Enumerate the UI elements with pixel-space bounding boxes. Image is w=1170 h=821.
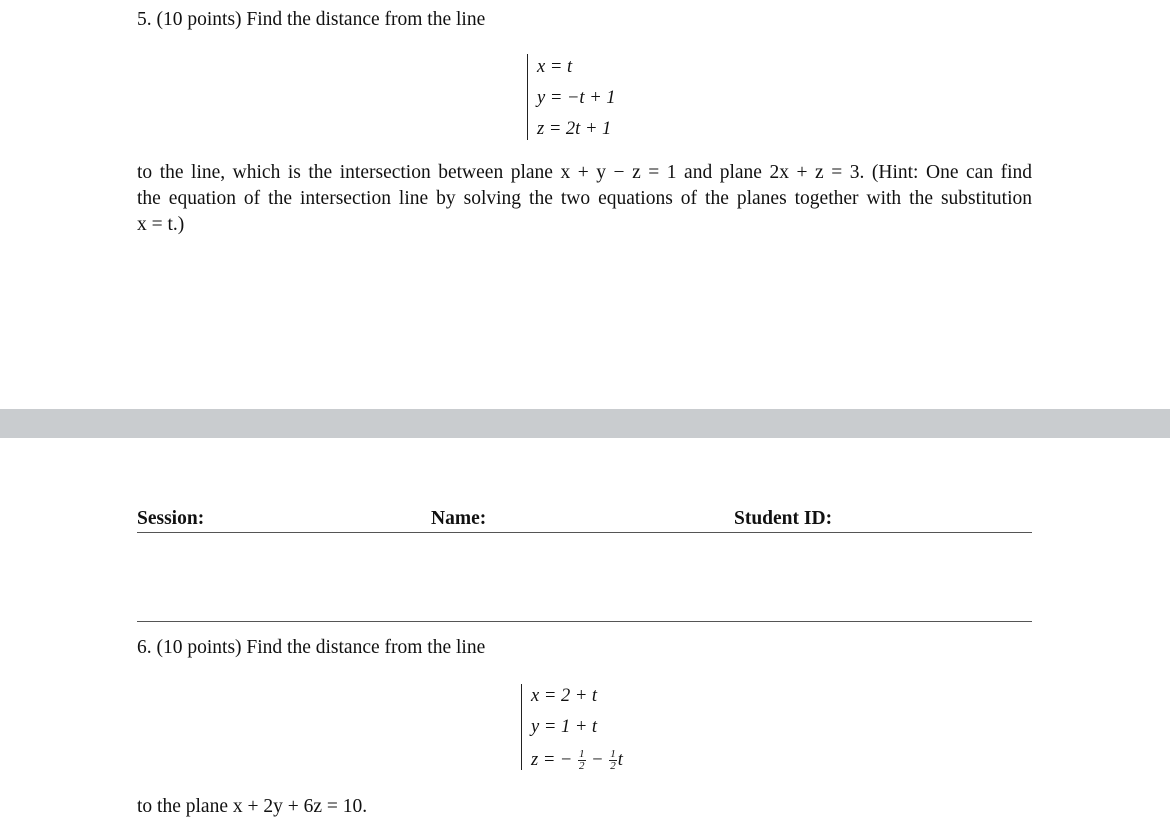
page-divider [0, 409, 1170, 438]
q5-text-line3: x = t.) [137, 214, 185, 235]
q6-system-brace [521, 684, 522, 770]
q6-fraction-2 [609, 749, 617, 772]
q6-eq-x: x = 2 + t [531, 686, 598, 706]
q5-heading: 5. (10 points) Find the distance from the line [137, 9, 486, 30]
q5-eq-y: y = −t + 1 [537, 88, 616, 108]
q5-text-line2: the equation of the intersection line by solving the two equations of the planes together with the substitution [137, 188, 1032, 209]
q6-fraction-1-den: 2 [579, 760, 585, 773]
q6-eq-z [531, 746, 623, 775]
student-id-label: Student ID: [734, 508, 833, 529]
q6-eq-z-minus: − [591, 750, 604, 770]
q6-fraction-1 [578, 749, 586, 772]
q6-eq-z-prefix: z = − [531, 750, 573, 770]
q6-eq-z-var: t [617, 750, 623, 770]
q6-fraction-2-num: 1 [610, 748, 616, 761]
name-label: Name: [431, 508, 487, 529]
q5-eq-z: z = 2t + 1 [537, 119, 612, 139]
q6-footer: to the plane x + 2y + 6z = 10. [137, 796, 368, 817]
q6-fraction-1-num: 1 [579, 748, 585, 761]
session-label: Session: [137, 508, 205, 529]
q6-heading: 6. (10 points) Find the distance from the line [137, 637, 486, 658]
section-rule [137, 621, 1032, 622]
q5-eq-x: x = t [537, 57, 573, 77]
q6-fraction-2-den: 2 [610, 760, 616, 773]
q6-eq-y: y = 1 + t [531, 717, 598, 737]
header-underline [137, 532, 1032, 533]
q5-system-brace [527, 54, 528, 140]
q5-text-line1: to the line, which is the intersection between plane x + y − z = 1 and plane 2x + z = 3. (Hint: One can find [137, 162, 1032, 183]
